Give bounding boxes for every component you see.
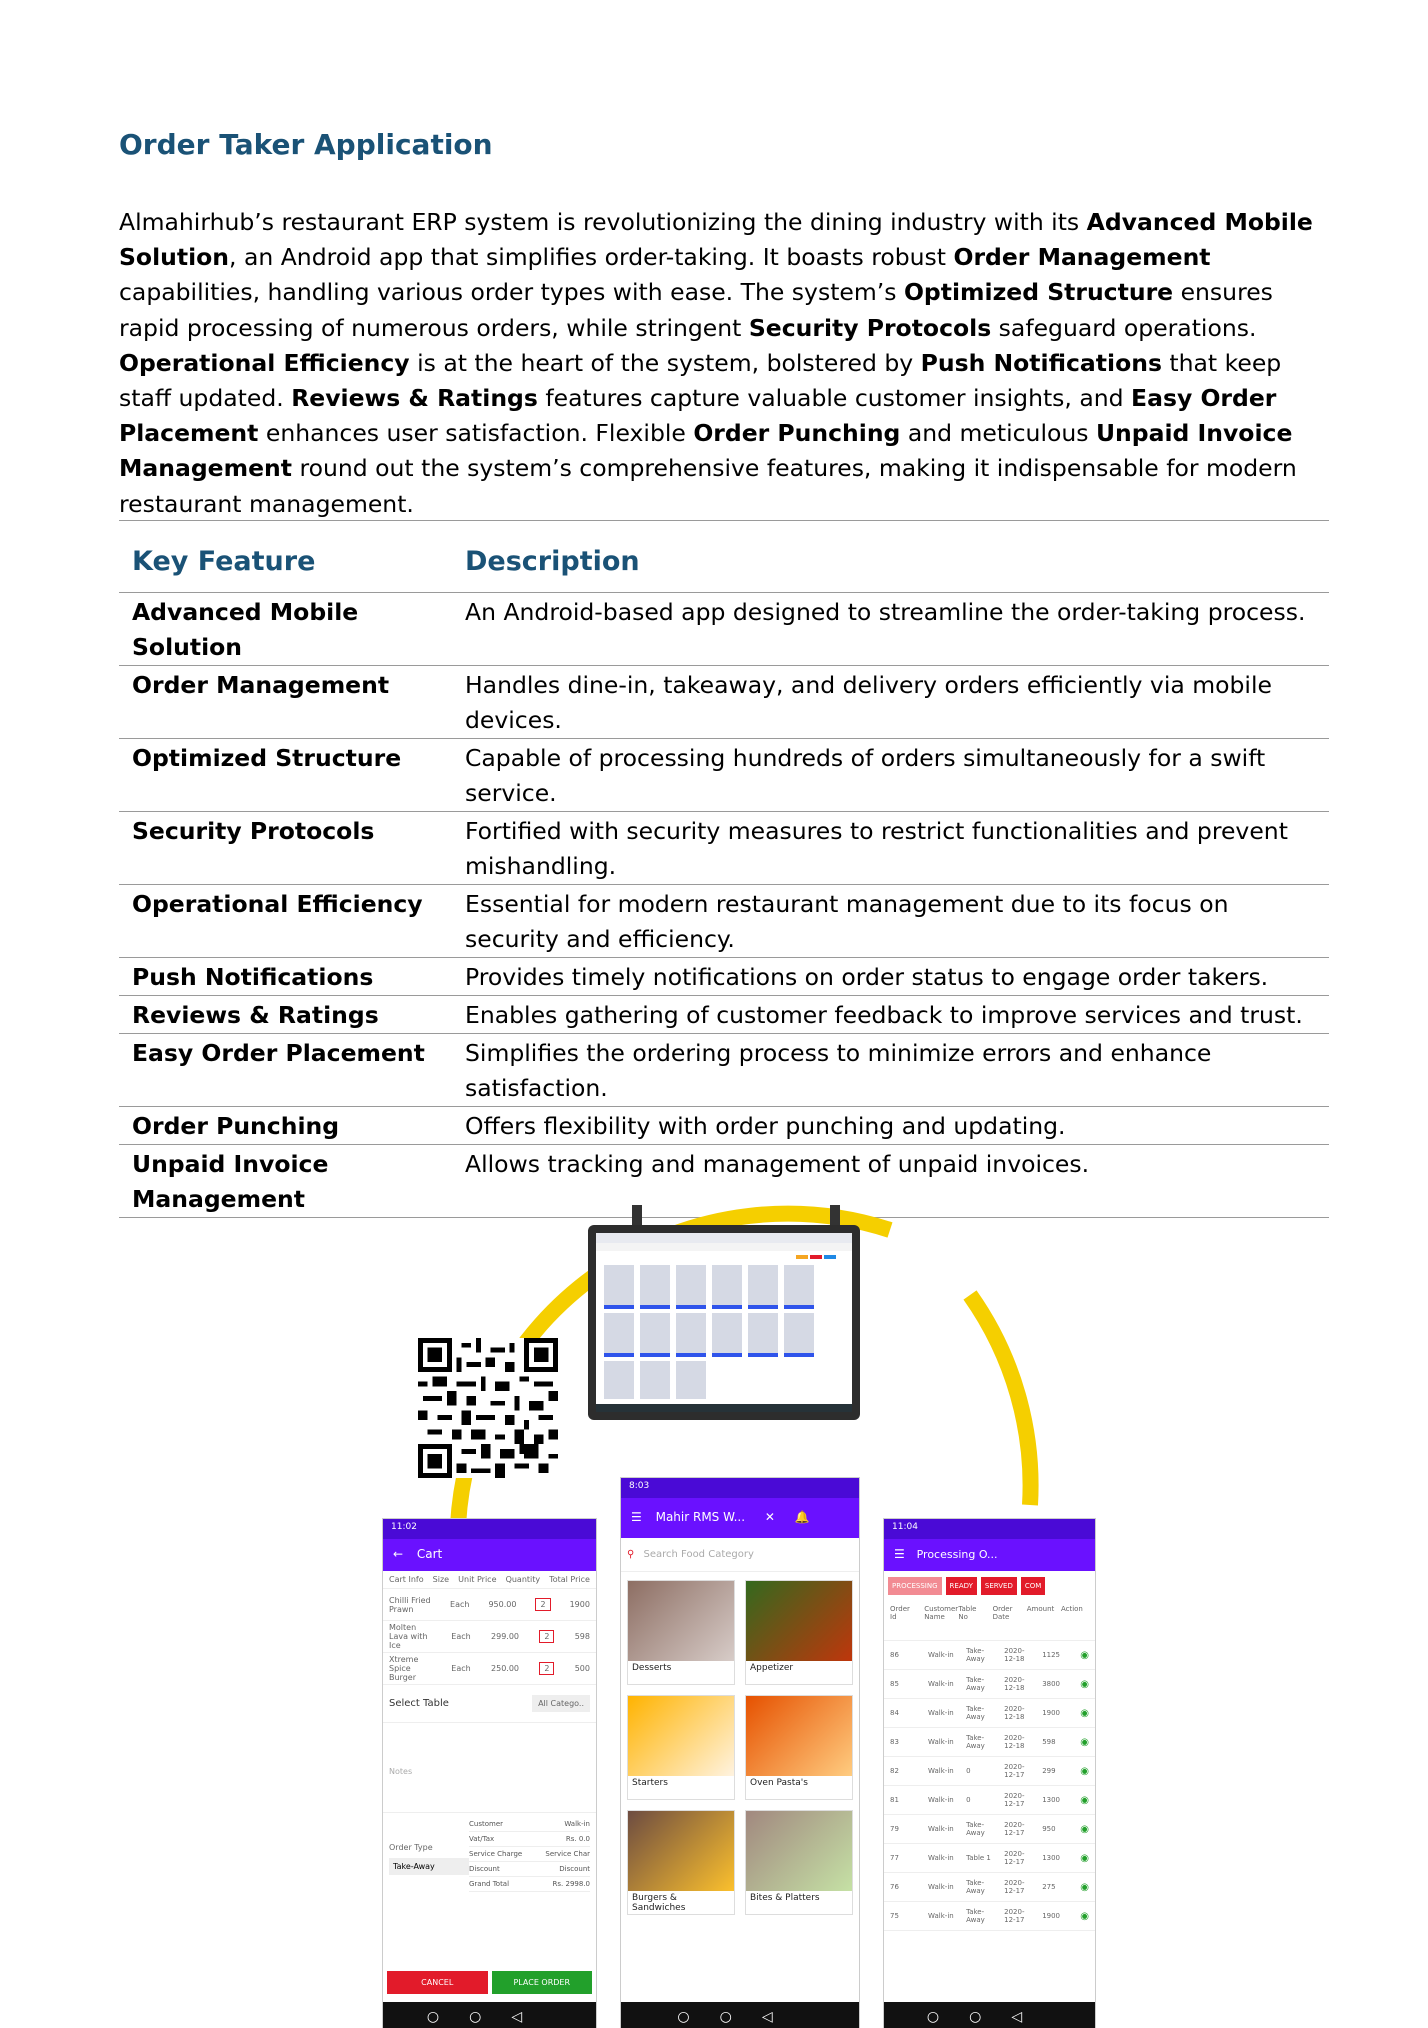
orders-column-header bbox=[884, 1601, 1095, 1641]
feature-row bbox=[119, 666, 1329, 739]
order-cell: 1125 bbox=[1042, 1651, 1061, 1659]
feature-table-body bbox=[119, 593, 1329, 1218]
cart-column-label: Cart Info bbox=[389, 1575, 424, 1584]
view-icon[interactable]: ◉ bbox=[1080, 1765, 1089, 1777]
menu-phone-screenshot bbox=[620, 1477, 860, 2028]
item-quantity[interactable]: 2 bbox=[539, 1662, 554, 1675]
feature-row bbox=[119, 958, 1329, 996]
summary-row bbox=[469, 1847, 590, 1862]
item-size: Each bbox=[450, 1600, 470, 1609]
item-name: Chilli Fried Prawn bbox=[389, 1595, 431, 1614]
feature-name: Optimized Structure bbox=[119, 739, 452, 812]
order-cell: Walk-in bbox=[928, 1912, 954, 1920]
orders-app-title: Processing O... bbox=[916, 1548, 998, 1561]
orders-column-label: Order Id bbox=[890, 1605, 910, 1621]
notification-icon[interactable]: 🔔 bbox=[794, 1510, 810, 1524]
order-cell: 275 bbox=[1042, 1883, 1056, 1891]
notes-field[interactable] bbox=[383, 1723, 596, 1813]
order-cell: Take-Away bbox=[966, 1734, 985, 1750]
intro-text: capabilities, handling various order types with ease. The system’s bbox=[119, 278, 904, 307]
feature-name: Push Notifications bbox=[119, 958, 452, 996]
order-cell: 1300 bbox=[1042, 1796, 1061, 1804]
order-cell: Walk-in bbox=[928, 1883, 954, 1891]
order-cell: 0 bbox=[966, 1796, 971, 1804]
order-row bbox=[884, 1641, 1095, 1670]
order-cell: Walk-in bbox=[928, 1854, 954, 1862]
summary-key: Vat/Tax bbox=[469, 1835, 495, 1843]
order-cell: 598 bbox=[1042, 1738, 1056, 1746]
summary-key: Discount bbox=[469, 1865, 500, 1873]
order-cell: Table 1 bbox=[966, 1854, 991, 1862]
menu-icon[interactable]: ☰ bbox=[894, 1547, 905, 1561]
summary-key: Service Charge bbox=[469, 1850, 523, 1858]
category-image bbox=[746, 1696, 852, 1776]
status-bar bbox=[621, 1478, 859, 1498]
summary-row bbox=[469, 1862, 590, 1877]
cart-column-label: Total Price bbox=[549, 1575, 590, 1584]
feature-name: Unpaid Invoice Management bbox=[119, 1145, 452, 1218]
summary-value: Rs. 2998.0 bbox=[552, 1880, 590, 1888]
category-label: Desserts bbox=[632, 1663, 672, 1673]
category-image bbox=[746, 1581, 852, 1661]
cart-actions bbox=[387, 1971, 592, 1994]
order-cell: Walk-in bbox=[928, 1825, 954, 1833]
summary-key: Customer bbox=[469, 1820, 504, 1828]
cart-items-list bbox=[383, 1589, 596, 1685]
feature-row bbox=[119, 1034, 1329, 1107]
orders-column-label: Table No bbox=[958, 1605, 977, 1621]
category-tile[interactable] bbox=[745, 1695, 853, 1800]
order-cell: 1900 bbox=[1042, 1912, 1061, 1920]
intro-bold-term: Optimized Structure bbox=[903, 278, 1174, 307]
order-cell: 2020-12-17 bbox=[1004, 1850, 1025, 1866]
category-label: Burgers & Sandwiches bbox=[632, 1893, 686, 1913]
orders-column-label: Amount bbox=[1026, 1605, 1055, 1613]
order-summary bbox=[383, 1813, 596, 1896]
status-time: 8:03 bbox=[629, 1481, 650, 1491]
monitor-screen bbox=[596, 1233, 852, 1412]
order-type-block bbox=[389, 1817, 469, 1892]
item-price: 950.00 bbox=[488, 1600, 517, 1609]
order-cell: 0 bbox=[966, 1767, 971, 1775]
orders-column-label: Order Date bbox=[992, 1605, 1013, 1621]
intro-text: and meticulous bbox=[900, 419, 1096, 448]
order-row bbox=[884, 1873, 1095, 1902]
intro-text: ensures rapid processing of numerous orders, while stringent bbox=[119, 278, 1273, 342]
order-row bbox=[884, 1902, 1095, 1931]
category-label: Appetizer bbox=[750, 1663, 794, 1673]
category-label: Oven Pasta's bbox=[750, 1778, 808, 1788]
orders-app-bar bbox=[884, 1539, 1095, 1571]
item-total: 1900 bbox=[569, 1600, 590, 1609]
cart-column-header bbox=[383, 1571, 596, 1589]
feature-name: Reviews & Ratings bbox=[119, 996, 452, 1034]
order-cell: 2020-12-18 bbox=[1004, 1705, 1025, 1721]
cart-phone-screenshot bbox=[382, 1518, 597, 2028]
order-cell: 1300 bbox=[1042, 1854, 1061, 1862]
menu-icon[interactable]: ☰ bbox=[631, 1510, 642, 1524]
order-cell: 2020-12-17 bbox=[1004, 1879, 1025, 1895]
feature-row bbox=[119, 739, 1329, 812]
cart-item-row bbox=[383, 1653, 596, 1685]
intro-text: Almahirhub’s restaurant ERP system is revolutionizing the dining industry with its bbox=[119, 208, 1087, 236]
select-table-label: Select Table bbox=[389, 1698, 449, 1709]
back-arrow-icon[interactable]: ← bbox=[393, 1547, 404, 1561]
feature-name: Order Punching bbox=[119, 1107, 452, 1145]
feature-description: Essential for modern restaurant management due to its focus on security and efficiency. bbox=[452, 885, 1329, 958]
order-cell: Take-Away bbox=[966, 1879, 985, 1895]
item-total: 500 bbox=[574, 1664, 590, 1673]
category-tile[interactable] bbox=[745, 1810, 853, 1915]
item-quantity[interactable]: 2 bbox=[539, 1630, 554, 1643]
view-icon[interactable]: ◉ bbox=[1080, 1736, 1089, 1748]
feature-name: Security Protocols bbox=[119, 812, 452, 885]
feature-row bbox=[119, 996, 1329, 1034]
order-cell: Walk-in bbox=[928, 1796, 954, 1804]
order-cell: Walk-in bbox=[928, 1767, 954, 1775]
category-tile[interactable] bbox=[627, 1810, 735, 1915]
notes-placeholder: Notes bbox=[389, 1767, 413, 1776]
order-cell: 2020-12-18 bbox=[1004, 1647, 1025, 1663]
feature-name: Advanced Mobile Solution bbox=[119, 593, 452, 666]
order-cell: 86 bbox=[890, 1651, 899, 1659]
summary-key: Grand Total bbox=[469, 1880, 510, 1888]
order-cell: 2020-12-17 bbox=[1004, 1908, 1025, 1924]
order-cell: 84 bbox=[890, 1709, 899, 1717]
intro-bold-term: Operational Efficiency bbox=[119, 348, 410, 377]
order-row bbox=[884, 1815, 1095, 1844]
orders-list bbox=[884, 1641, 1095, 1931]
order-cell: 2020-12-18 bbox=[1004, 1734, 1025, 1750]
search-placeholder: Search Food Category bbox=[643, 1549, 754, 1560]
cart-item-row bbox=[383, 1589, 596, 1621]
feature-table bbox=[119, 520, 1329, 1218]
order-tab[interactable]: COM bbox=[1021, 1577, 1045, 1595]
feature-table-header bbox=[119, 521, 1329, 593]
view-icon[interactable]: ◉ bbox=[1080, 1823, 1089, 1835]
category-label: Starters bbox=[632, 1778, 668, 1788]
qr-code-icon bbox=[418, 1338, 558, 1478]
order-type-select[interactable]: Take-Away bbox=[389, 1858, 469, 1875]
android-nav-bar: ○○◁ bbox=[884, 2002, 1095, 2028]
order-cell: 2020-12-17 bbox=[1004, 1763, 1025, 1779]
view-icon[interactable]: ◉ bbox=[1080, 1707, 1089, 1719]
order-row bbox=[884, 1757, 1095, 1786]
summary-row bbox=[469, 1832, 590, 1847]
status-bar bbox=[884, 1519, 1095, 1539]
order-cell: 2020-12-17 bbox=[1004, 1792, 1025, 1808]
order-row bbox=[884, 1786, 1095, 1815]
feature-row bbox=[119, 593, 1329, 666]
category-select[interactable]: All Catego.. bbox=[532, 1695, 590, 1712]
item-total: 598 bbox=[574, 1632, 590, 1641]
order-cell: 2020-12-18 bbox=[1004, 1676, 1025, 1692]
status-bar bbox=[383, 1519, 596, 1539]
summary-value: Rs. 0.0 bbox=[565, 1835, 590, 1843]
summary-value: Walk-in bbox=[564, 1820, 590, 1828]
feature-description: Simplifies the ordering process to minimize errors and enhance satisfaction. bbox=[452, 1034, 1329, 1107]
cart-column-label: Quantity bbox=[505, 1575, 541, 1584]
intro-bold-term: Order Punching bbox=[693, 419, 901, 448]
summary-value: Service Char bbox=[545, 1850, 590, 1858]
intro-text: safeguard operations. bbox=[991, 313, 1257, 342]
intro-text: enhances user satisfaction. Flexible bbox=[258, 419, 694, 448]
intro-bold-term: Security Protocols bbox=[748, 313, 992, 342]
order-cell: 83 bbox=[890, 1738, 899, 1746]
orders-phone-screenshot bbox=[883, 1518, 1096, 2028]
android-nav-bar: ○○◁ bbox=[621, 2002, 859, 2028]
category-tile[interactable] bbox=[745, 1580, 853, 1685]
feature-name: Easy Order Placement bbox=[119, 1034, 452, 1107]
item-size: Each bbox=[451, 1664, 471, 1673]
cart-title: Cart bbox=[416, 1547, 443, 1561]
order-status-tabs bbox=[884, 1571, 1095, 1601]
feature-description: Handles dine-in, takeaway, and delivery orders efficiently via mobile devices. bbox=[452, 666, 1329, 739]
order-cell: 82 bbox=[890, 1767, 899, 1775]
order-row bbox=[884, 1844, 1095, 1873]
dashboard-thumbnail bbox=[596, 1233, 852, 1412]
intro-bold-term: Easy Order Placement bbox=[119, 384, 1277, 448]
intro-bold-term: Order Management bbox=[953, 243, 1211, 272]
intro-bold-term: Advanced Mobile Solution bbox=[119, 208, 1313, 272]
order-row bbox=[884, 1728, 1095, 1757]
order-tab[interactable]: READY bbox=[946, 1577, 977, 1595]
order-cell: 85 bbox=[890, 1680, 899, 1688]
summary-row bbox=[469, 1877, 590, 1892]
view-icon[interactable]: ◉ bbox=[1080, 1910, 1089, 1922]
status-time: 11:02 bbox=[391, 1522, 417, 1532]
category-image bbox=[628, 1811, 734, 1891]
select-table-row[interactable] bbox=[383, 1685, 596, 1723]
feature-row bbox=[119, 885, 1329, 958]
item-size: Each bbox=[451, 1632, 471, 1641]
summary-value: Discount bbox=[559, 1865, 590, 1873]
menu-app-title: Mahir RMS W... bbox=[655, 1510, 746, 1524]
order-cell: Take-Away bbox=[966, 1908, 985, 1924]
order-cell: 2020-12-17 bbox=[1004, 1821, 1025, 1837]
order-cell: 950 bbox=[1042, 1825, 1056, 1833]
intro-text: that keep staff updated. bbox=[119, 348, 1282, 413]
order-cell: Walk-in bbox=[928, 1651, 954, 1659]
view-icon[interactable]: ◉ bbox=[1080, 1678, 1089, 1690]
feature-description: Capable of processing hundreds of orders simultaneously for a swift service. bbox=[452, 739, 1329, 812]
cart-app-bar bbox=[383, 1539, 596, 1571]
order-cell: 77 bbox=[890, 1854, 899, 1862]
search-icon: ⚲ bbox=[627, 1549, 635, 1560]
feature-row bbox=[119, 812, 1329, 885]
orders-column-label: Customer Name bbox=[924, 1605, 959, 1621]
category-image bbox=[746, 1811, 852, 1891]
order-cell: 76 bbox=[890, 1883, 899, 1891]
cancel-button[interactable]: CANCEL bbox=[387, 1971, 488, 1994]
feature-description: Fortified with security measures to restrict functionalities and prevent mishandling. bbox=[452, 812, 1329, 885]
order-cell: Take-Away bbox=[966, 1821, 985, 1837]
category-grid bbox=[621, 1572, 859, 1992]
category-tile[interactable] bbox=[627, 1580, 735, 1685]
cart-column-label: Size bbox=[432, 1575, 450, 1584]
order-tab[interactable]: SERVED bbox=[981, 1577, 1017, 1595]
view-icon[interactable]: ◉ bbox=[1080, 1794, 1089, 1806]
close-icon[interactable]: ✕ bbox=[764, 1510, 775, 1524]
order-cell: 81 bbox=[890, 1796, 899, 1804]
item-name: Xtreme Spice Burger bbox=[389, 1655, 419, 1682]
intro-bold-term: Push Notifications bbox=[920, 348, 1162, 377]
feature-description: An Android-based app designed to streamline the order-taking process. bbox=[452, 593, 1329, 666]
view-icon[interactable]: ◉ bbox=[1080, 1852, 1089, 1864]
feature-description: Enables gathering of customer feedback to improve services and trust. bbox=[452, 996, 1329, 1034]
item-price: 250.00 bbox=[491, 1664, 520, 1673]
feature-description: Allows tracking and management of unpaid invoices. bbox=[452, 1145, 1329, 1218]
orders-column-label: Action bbox=[1060, 1605, 1083, 1613]
feature-description: Provides timely notifications on order status to engage order takers. bbox=[452, 958, 1329, 996]
view-icon[interactable]: ◉ bbox=[1080, 1881, 1089, 1893]
cart-item-row bbox=[383, 1621, 596, 1653]
order-cell: Take-Away bbox=[966, 1676, 985, 1692]
summary-row bbox=[469, 1817, 590, 1832]
android-nav-bar: ○○◁ bbox=[383, 2002, 596, 2028]
page-title: Order Taker Application bbox=[119, 128, 493, 161]
feature-name: Operational Efficiency bbox=[119, 885, 452, 958]
intro-text: round out the system’s comprehensive features, making it indispensable for modern restaurant management. bbox=[119, 454, 1297, 518]
header-description: Description bbox=[452, 521, 1329, 593]
category-tile[interactable] bbox=[627, 1695, 735, 1800]
order-cell: 299 bbox=[1042, 1767, 1056, 1775]
summary-table bbox=[469, 1817, 590, 1892]
menu-app-bar bbox=[621, 1498, 859, 1538]
order-cell: Walk-in bbox=[928, 1680, 954, 1688]
order-cell: Walk-in bbox=[928, 1738, 954, 1746]
item-name: Molten Lava with Ice bbox=[389, 1623, 428, 1650]
header-key-feature: Key Feature bbox=[119, 521, 452, 593]
order-cell: 1900 bbox=[1042, 1709, 1061, 1717]
intro-text: is at the heart of the system, bolstered by bbox=[409, 348, 921, 377]
category-image bbox=[628, 1696, 734, 1776]
intro-text: features capture valuable customer insights, and bbox=[537, 384, 1132, 413]
item-price: 299.00 bbox=[491, 1632, 520, 1641]
view-icon[interactable]: ◉ bbox=[1080, 1649, 1089, 1661]
order-row bbox=[884, 1670, 1095, 1699]
food-search[interactable] bbox=[621, 1538, 859, 1572]
order-type-label: Order Type bbox=[389, 1843, 433, 1852]
order-tab[interactable]: PROCESSING bbox=[888, 1577, 942, 1595]
status-time: 11:04 bbox=[892, 1522, 918, 1532]
order-row bbox=[884, 1699, 1095, 1728]
place-order-button[interactable]: PLACE ORDER bbox=[492, 1971, 593, 1994]
order-cell: 75 bbox=[890, 1912, 899, 1920]
item-quantity[interactable]: 2 bbox=[535, 1598, 550, 1611]
feature-description: Offers flexibility with order punching and updating. bbox=[452, 1107, 1329, 1145]
monitor-mockup bbox=[588, 1225, 860, 1420]
intro-bold-term: Unpaid Invoice Management bbox=[119, 419, 1293, 483]
category-image bbox=[628, 1581, 734, 1661]
intro-text: , an Android app that simplifies order-taking. It boasts robust bbox=[229, 243, 954, 272]
order-cell: Take-Away bbox=[966, 1705, 985, 1721]
cart-column-label: Unit Price bbox=[458, 1575, 497, 1584]
feature-name: Order Management bbox=[119, 666, 452, 739]
order-cell: 79 bbox=[890, 1825, 899, 1833]
app-illustration bbox=[370, 1205, 1100, 2025]
category-label: Bites & Platters bbox=[750, 1893, 820, 1903]
feature-row bbox=[119, 1107, 1329, 1145]
intro-paragraph bbox=[119, 205, 1329, 522]
order-cell: 3800 bbox=[1042, 1680, 1061, 1688]
order-cell: Walk-in bbox=[928, 1709, 954, 1717]
intro-bold-term: Reviews & Ratings bbox=[291, 384, 538, 413]
order-cell: Take-Away bbox=[966, 1647, 985, 1663]
